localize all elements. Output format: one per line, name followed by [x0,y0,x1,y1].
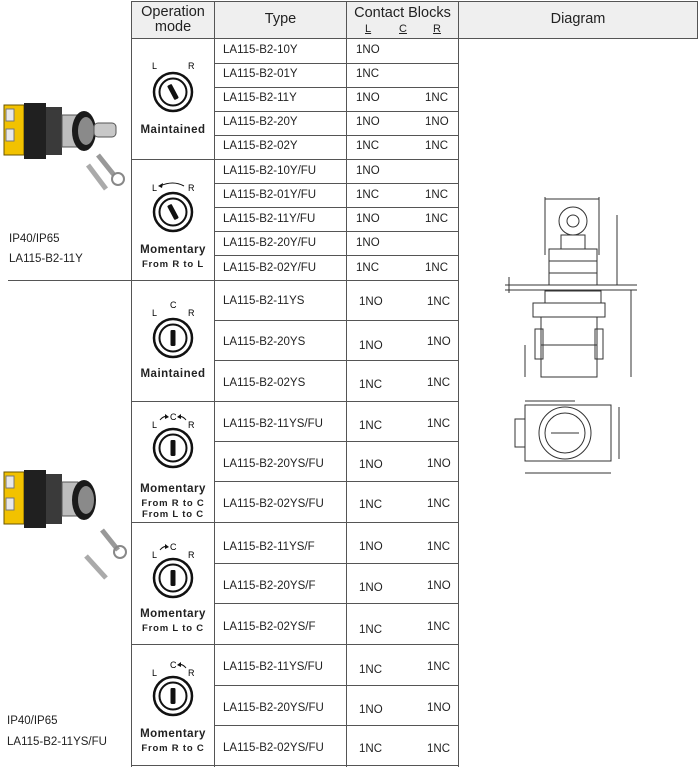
row-contact-right: 1NC [425,262,449,274]
dial-letter-r: R [188,183,195,193]
product-model: LA115-B2-11YS/FU [7,736,107,748]
row-contact-left: 1NC [359,499,383,511]
mode-label: Momentary [140,608,206,620]
row-contact-left: 1NO [356,213,380,225]
row-contact-left: 1NC [359,664,383,676]
product-rating: IP40/IP65 [7,715,58,727]
row-type: LA115-B2-20YS/F [223,580,316,592]
header-contact-l: L [365,23,372,35]
row-contact-right: 1NC [427,377,451,389]
header-diagram [458,1,698,39]
row-contact-left: 1NO [359,340,383,352]
row-type: LA115-B2-11YS [223,295,305,307]
row-type: LA115-B2-20YS/FU [223,702,324,714]
header-operation-mode-line2: mode [154,19,192,35]
row-contact-left: 1NC [356,262,380,274]
header-diagram-label: Diagram [550,11,606,28]
row-contact-right: 1NC [427,541,451,553]
dial-letter-l: L [152,550,158,560]
mode-sub: From L to C [142,509,204,520]
row-contact-right: 1NO [427,458,451,470]
row-contact-right: 1NC [427,418,451,430]
row-contact-right: 1NC [427,661,451,673]
key-switch-dial-icon [146,300,202,362]
row-type: LA115-B2-11Y [223,92,297,104]
row-type: LA115-B2-20YS/FU [223,458,324,470]
product-photo-icon [2,460,130,585]
dial-letter-l: L [152,61,158,71]
row-type: LA115-B2-02YS/F [223,621,316,633]
dial-letter-r: R [188,668,195,678]
row-type: LA115-B2-02YS/FU [223,498,324,510]
dial-letter-l: L [152,308,158,318]
row-contact-right: 1NC [427,743,451,755]
dial-letter-c: C [170,660,177,670]
header-type-label: Type [264,11,297,28]
mode-label: Maintained [140,368,206,380]
dial-letter-r: R [188,308,195,318]
row-type: LA115-B2-11YS/FU [223,661,323,673]
dial-letter-l: L [152,183,158,193]
row-contact-left: 1NO [356,237,380,249]
header-contact-c: C [399,23,407,35]
row-contact-left: 1NC [359,743,383,755]
key-switch-dial-icon [146,658,202,720]
row-contact-left: 1NO [359,296,383,308]
header-type [214,1,347,39]
row-type: LA115-B2-01Y/FU [223,189,317,201]
row-type: LA115-B2-02YS/FU [223,742,324,754]
row-contact-left: 1NO [356,116,380,128]
key-switch-dial-icon [146,540,202,602]
dial-letter-l: L [152,420,158,430]
dial-letter-r: R [188,61,195,71]
dial-letter-c: C [170,300,177,310]
key-switch-dial-icon [146,178,202,238]
row-contact-left: 1NO [356,44,380,56]
mode-sub: From R to C [141,498,205,509]
row-contact-right: 1NC [427,296,451,308]
product-rating: IP40/IP65 [9,233,60,245]
row-type: LA115-B2-20YS [223,336,306,348]
mode-label: Momentary [140,244,206,256]
row-type: LA115-B2-11YS/F [223,541,315,553]
mode-sub: From R to C [141,743,205,754]
row-contact-left: 1NC [359,379,383,391]
row-type: LA115-B2-20Y/FU [223,237,317,249]
mode-label: Maintained [140,124,206,136]
row-contact-left: 1NC [359,420,383,432]
row-contact-left: 1NO [356,92,380,104]
key-switch-dial-icon [146,58,202,118]
row-contact-left: 1NC [359,624,383,636]
dial-letter-r: R [188,550,195,560]
row-contact-right: 1NO [427,702,451,714]
mode-sub: From L to C [142,623,204,634]
row-type: LA115-B2-20Y [223,116,298,128]
row-contact-left: 1NC [356,140,380,152]
row-contact-left: 1NO [359,459,383,471]
row-type: LA115-B2-10Y/FU [223,165,317,177]
dial-letter-l: L [152,668,158,678]
row-type: LA115-B2-01Y [223,68,298,80]
row-contact-right: 1NO [425,116,449,128]
product-photo-icon [2,95,130,215]
row-type: LA115-B2-02YS [223,377,306,389]
row-contact-right: 1NC [425,140,449,152]
row-contact-right: 1NO [427,580,451,592]
dial-letter-c: C [170,412,177,422]
row-type: LA115-B2-11YS/FU [223,418,323,430]
row-contact-right: 1NC [425,92,449,104]
header-operation-mode-line1: Operation [141,3,205,20]
header-contact-blocks-label: Contact Blocks [354,5,451,21]
row-contact-right: 1NC [427,498,451,510]
header-contact-blocks [346,1,459,39]
row-contact-left: 1NO [359,541,383,553]
row-contact-left: 1NC [356,68,380,80]
header-operation-mode [131,1,215,39]
row-type: LA115-B2-02Y/FU [223,262,317,274]
mode-label: Momentary [140,728,206,740]
row-contact-left: 1NO [359,704,383,716]
mode-sub: From R to L [141,259,205,270]
row-contact-left: 1NO [359,582,383,594]
row-type: LA115-B2-10Y [223,44,298,56]
row-contact-left: 1NO [356,165,380,177]
row-contact-right: 1NC [425,189,449,201]
dial-letter-r: R [188,420,195,430]
row-type: LA115-B2-11Y/FU [223,213,316,225]
row-contact-right: 1NC [427,621,451,633]
product-model: LA115-B2-11Y [9,253,83,265]
key-switch-dial-icon [146,410,202,472]
row-contact-right: 1NC [425,213,449,225]
row-type: LA115-B2-02Y [223,140,298,152]
mode-label: Momentary [140,483,206,495]
row-contact-left: 1NC [356,189,380,201]
dial-letter-c: C [170,542,177,552]
dimension-drawing-icon [495,195,645,485]
header-contact-r: R [433,23,441,35]
row-contact-right: 1NO [427,336,451,348]
